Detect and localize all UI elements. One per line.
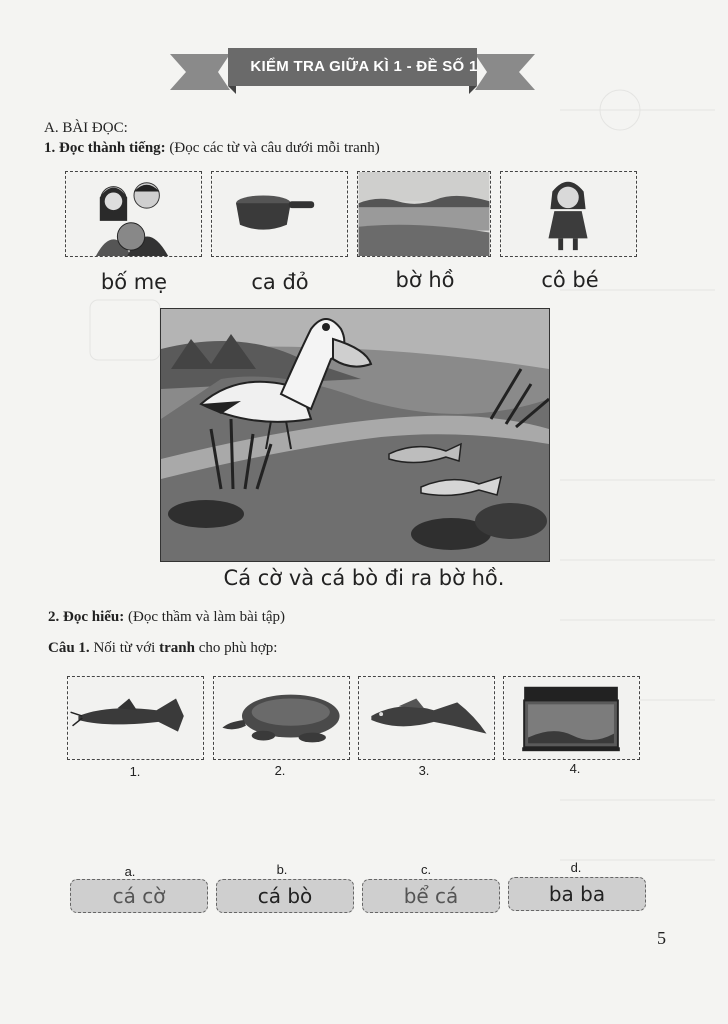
picture-cup [211, 171, 348, 257]
question-1-text-bold: tranh [159, 640, 195, 656]
card-letter-b: b. [276, 862, 288, 877]
word-ca-do: ca đỏ [251, 270, 309, 294]
word-card-ca-co[interactable]: cá cờ [70, 879, 208, 913]
picture-lake [357, 171, 491, 257]
picture-number-3: 3. [418, 763, 430, 778]
word-bo-ho: bờ hồ [395, 268, 455, 292]
section-a-heading: A. BÀI ĐỌC: [44, 120, 128, 136]
card-letter-a: a. [124, 864, 136, 879]
picture-number-1: 1. [129, 764, 141, 779]
word-card-ba-ba[interactable]: ba ba [508, 877, 646, 911]
exam-title: KIỂM TRA GIỮA KÌ 1 - ĐỀ SỐ 1 [250, 58, 478, 75]
scene-duck-and-fish [160, 308, 550, 562]
question-1-line [48, 640, 277, 657]
picture-catfish [67, 676, 204, 760]
part-2-line [48, 609, 285, 626]
part-1-instruction: (Đọc các từ và câu dưới mỗi tranh) [169, 140, 380, 156]
picture-fighting-fish [358, 676, 495, 760]
picture-softshell-turtle [213, 676, 350, 760]
picture-aquarium [503, 676, 640, 760]
word-card-be-ca[interactable]: bể cá [362, 879, 500, 913]
picture-number-4: 4. [569, 761, 581, 776]
reading-sentence: Cá cờ và cá bò đi ra bờ hồ. [223, 566, 505, 590]
card-letter-d: d. [570, 860, 582, 875]
question-1-label: Câu 1. [48, 640, 90, 656]
question-1-text-b: cho phù hợp: [198, 640, 278, 656]
picture-number-2: 2. [274, 763, 286, 778]
picture-little-girl [500, 171, 637, 257]
word-co-be: cô bé [541, 268, 599, 292]
picture-parents [65, 171, 202, 257]
part-2-label: 2. Đọc hiểu: [48, 609, 125, 625]
part-2-instruction: (Đọc thầm và làm bài tập) [128, 609, 286, 625]
page-number: 5 [657, 928, 666, 948]
part-1-line [44, 140, 380, 157]
word-bo-me: bố mẹ [100, 270, 168, 294]
part-1-label: 1. Đọc thành tiếng: [44, 140, 166, 156]
question-1-text-a: Nối từ với [93, 640, 156, 656]
word-card-ca-bo[interactable]: cá bò [216, 879, 354, 913]
card-letter-c: c. [420, 862, 432, 877]
